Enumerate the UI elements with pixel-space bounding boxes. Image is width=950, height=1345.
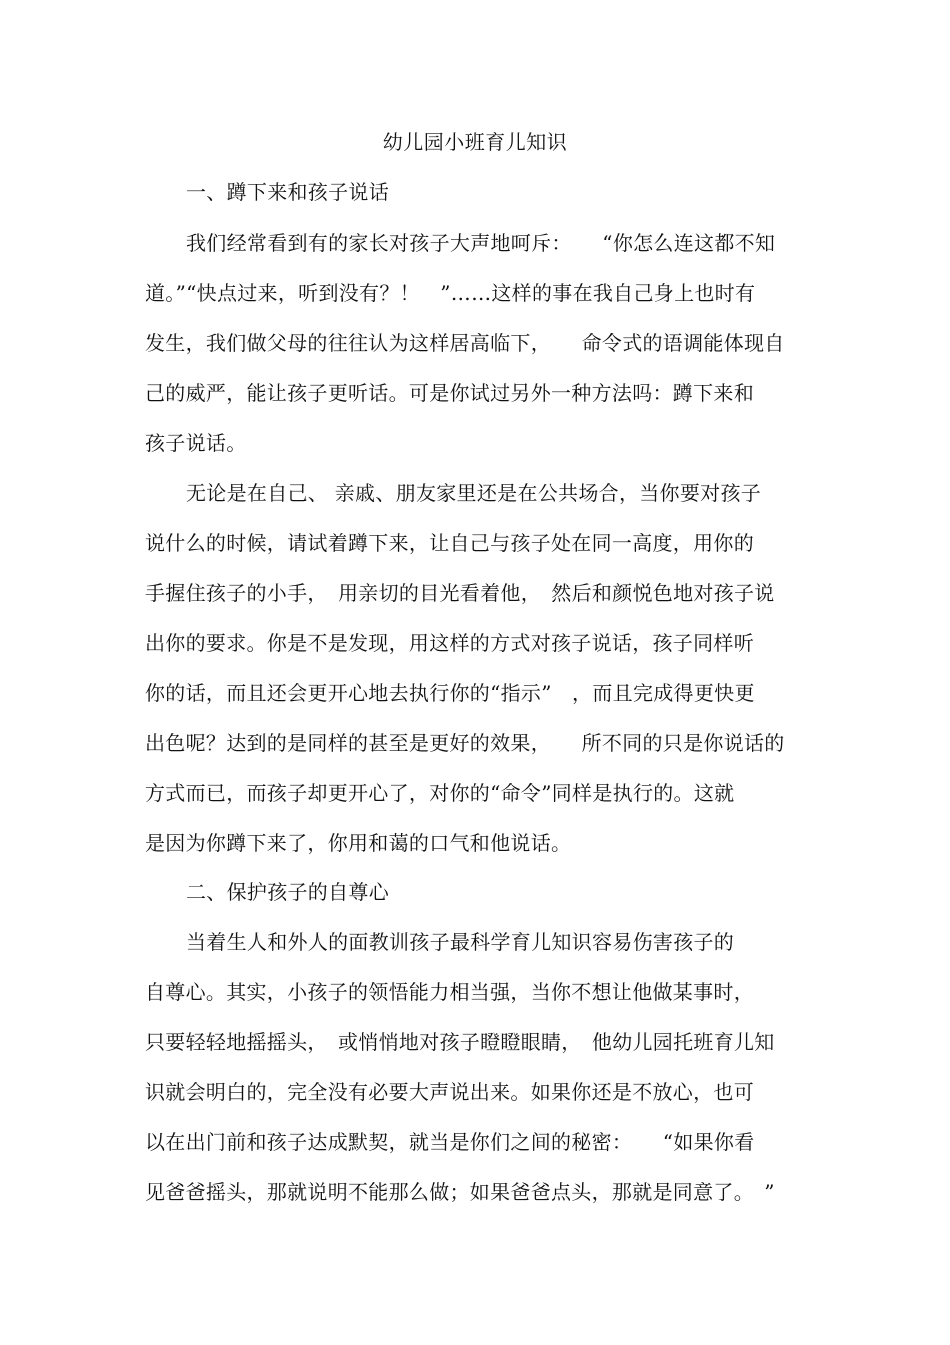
paragraph-line: 只要轻轻地摇摇头， 或悄悄地对孩子瞪瞪眼睛， 他幼儿园托班育儿知 [145,1030,775,1054]
document-title: 幼儿园小班育儿知识 [382,130,568,154]
paragraph-line: 识就会明白的，完全没有必要大声说出来。如果你还是不放心，也可 [145,1080,754,1104]
paragraph-line: 出色呢？达到的是同样的甚至是更好的效果， 所不同的只是你说话的 [145,731,785,755]
paragraph-line: 你的话，而且还会更开心地去执行你的“指示” ，而且完成得更快更 [145,681,755,705]
paragraph-line: 方式而已，而孩子却更开心了，对你的“命令”同样是执行的。这就 [145,781,735,805]
paragraph-line: 无论是在自己、 亲戚、朋友家里还是在公共场合，当你要对孩子 [186,481,762,505]
paragraph-line: 发生，我们做父母的往往认为这样居高临下， 命令式的语调能体现自 [145,331,785,355]
paragraph-line: 手握住孩子的小手， 用亲切的目光看着他， 然后和颜悦色地对孩子说 [145,581,775,605]
paragraph-line: 见爸爸摇头，那就说明不能那么做；如果爸爸点头，那就是同意了。 ” [145,1180,775,1204]
paragraph-line: 孩子说话。 [145,431,247,455]
paragraph-line: 己的威严，能让孩子更听话。可是你试过另外一种方法吗：蹲下来和 [145,381,754,405]
paragraph-line: 说什么的时候，请试着蹲下来，让自己与孩子处在同一高度，用你的 [145,531,754,555]
paragraph-line: 出你的要求。你是不是发现，用这样的方式对孩子说话，孩子同样听 [145,631,754,655]
paragraph-line: 我们经常看到有的家长对孩子大声地呵斥： “你怎么连这都不知 [186,231,776,255]
paragraph-line: 自尊心。其实，小孩子的领悟能力相当强，当你不想让他做某事时， [145,980,754,1004]
paragraph-line: 当着生人和外人的面教训孩子最科学育儿知识容易伤害孩子的 [186,930,735,954]
section-heading-1: 一、蹲下来和孩子说话 [186,180,389,204]
paragraph-line: 道。”“快点过来，听到没有？！ ”……这样的事在我自己身上也时有 [145,281,756,305]
paragraph-line: 以在出门前和孩子达成默契，就当是你们之间的秘密： “如果你看 [145,1130,755,1154]
section-heading-2: 二、保护孩子的自尊心 [186,880,389,904]
paragraph-line: 是因为你蹲下来了，你用和蔼的口气和他说话。 [145,831,572,855]
